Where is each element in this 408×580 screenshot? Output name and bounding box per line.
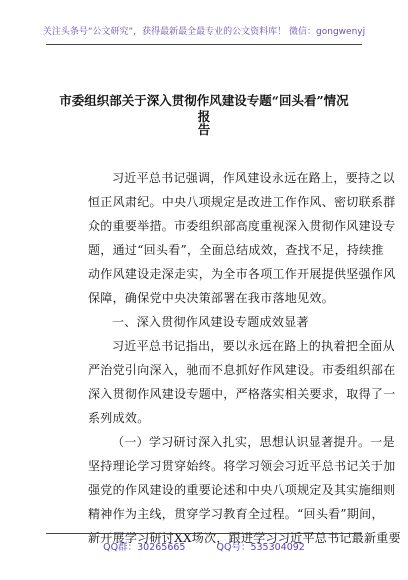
header-divider [46, 44, 362, 45]
body-line: 坚持理论学习贯穿始终。将学习领会习近平总书记关于加 [88, 459, 396, 473]
body-line: 恒正风肃纪。中央八项规定是改进工作作风、密切联系群 [88, 195, 396, 209]
subsection-heading: （一）学习研讨深入扎实，思想认识显著提升。一是 [112, 435, 395, 449]
footer-qq-group: QQ群：30265665 [103, 542, 186, 553]
page-footer [0, 539, 408, 553]
document-title-continuation: 告 [197, 122, 211, 137]
body-line: 精神作为主线，贯穿学习教育全过程。“回头看”期间， [88, 507, 384, 521]
header-promo-text: 关注头条号“公文研究”，获得最新最全最专业的公文资料库！ 微信：gongwenyj [42, 27, 366, 37]
body-line: 系列成效。 [88, 411, 150, 425]
footer-divider [46, 533, 362, 534]
page-header [0, 0, 408, 44]
body-line: 强党的作风建设的重要论述和中央八项规定及其实施细则 [88, 483, 396, 497]
document-title: 市委组织部关于深入贯彻作风建设专题“回头看”情况报 [59, 93, 349, 124]
footer-qq-number: QQ号：535304092 [216, 542, 305, 553]
body-line: 众的重要举措。市委组织部高度重视深入贯彻作风建设专 [88, 219, 396, 233]
body-line: 动作风建设走深走实，为全市各项工作开展提供坚强作风 [88, 267, 396, 281]
body-line: 深入贯彻作风建设专题中，严格落实相关要求，取得了一 [88, 387, 396, 401]
body-line: 严治党引向深入，驰而不息抓好作风建设。市委组织部在 [88, 363, 396, 377]
body-line: 保障，确保党中央决策部署在我市落地见效。 [88, 291, 335, 305]
document-body [88, 166, 401, 550]
body-line: 习近平总书记指出，要以永远在路上的执着把全面从 [112, 339, 395, 353]
body-line: 新开展学习研讨XX场次，跟进学习习近平总书记最新重要 [88, 531, 401, 545]
body-line: 习近平总书记强调，作风建设永远在路上，要持之以 [112, 171, 395, 185]
body-line: 题，通过“回头看”，全面总结成效，查找不足，持续推 [88, 243, 384, 257]
section-heading: 一、深入贯彻作风建设专题成效显著 [112, 315, 309, 329]
